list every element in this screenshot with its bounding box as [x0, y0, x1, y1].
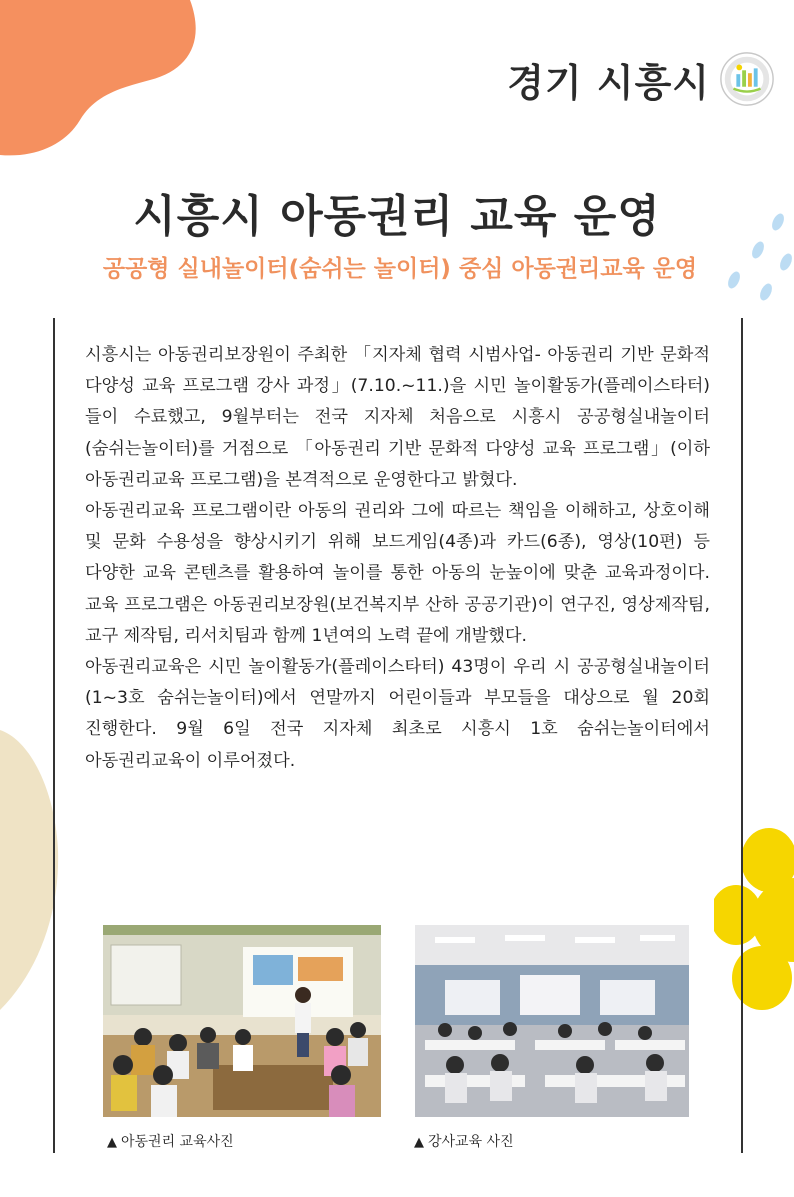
- article-paragraph: 시흥시는 아동권리보장원이 주최한 「지자체 협력 시범사업- 아동권리 기반 문화적 다양성 교육 프로그램 강사 과정」(7.10.~11.)을 시민 놀이활동가(플레이스타터)들이 수료했고, 9월부터는 전국 지자체 처음으로 시흥시 공공형실내놀이터(숨쉬는놀이터)를 거점으로 「아동권리 기반 문화적 다양성 교육 프로그램」(이하 아동권리교육 프로그램)을 본격적으로 운영한다고 밝혔다.: [85, 345, 710, 490]
- triangle-marker-icon: ▲: [107, 1135, 117, 1150]
- yellow-flower-decoration: [714, 820, 794, 1020]
- photo-caption: [414, 1131, 514, 1151]
- photo-caption: [107, 1131, 234, 1151]
- orange-blob-decoration: [0, 0, 200, 160]
- page-subtitle: 공공형 실내놀이터(숨쉬는 놀이터) 중심 아동권리교육 운영: [102, 256, 698, 282]
- healthy-city-logo-icon: [718, 50, 776, 108]
- frame-border-left: [53, 318, 55, 1153]
- caption-text: 강사교육 사진: [428, 1134, 514, 1150]
- instructor-training-photo: [415, 925, 689, 1117]
- article-body: [85, 340, 710, 777]
- children-education-photo: [103, 925, 381, 1117]
- city-name: 경기 시흥시: [507, 60, 710, 105]
- caption-text: 아동권리 교육사진: [121, 1134, 234, 1150]
- triangle-marker-icon: ▲: [414, 1135, 424, 1150]
- frame-border-right: [741, 318, 743, 1153]
- beige-blob-decoration: [0, 730, 60, 1010]
- page-title: 시흥시 아동권리 교육 운영: [133, 191, 661, 242]
- article-paragraph: 아동권리교육 프로그램이란 아동의 권리와 그에 따르는 책임을 이해하고, 상호이해 및 문화 수용성을 향상시키기 위해 보드게임(4종)과 카드(6종), 영상(10편) 등 다양한 교육 콘텐츠를 활용하여 놀이를 통한 아동의 눈높이에 맞춘 교육과정이다. 교육 프로그램은 아동권리보장원(보건복지부 산하 공공기관)이 연구진, 영상제작팀, 교구 제작팀, 리서치팀과 함께 1년여의 노력 끝에 개발했다.: [85, 501, 710, 646]
- city-header: [507, 50, 776, 108]
- article-paragraph: 아동권리교육은 시민 놀이활동가(플레이스타터) 43명이 우리 시 공공형실내놀이터(1~3호 숨쉬는놀이터)에서 연말까지 어린이들과 부모들을 대상으로 월 20회 진행한다. 9월 6일 전국 지자체 최초로 시흥시 1호 숨쉬는놀이터에서 아동권리교육이 이루어졌다.: [85, 657, 710, 771]
